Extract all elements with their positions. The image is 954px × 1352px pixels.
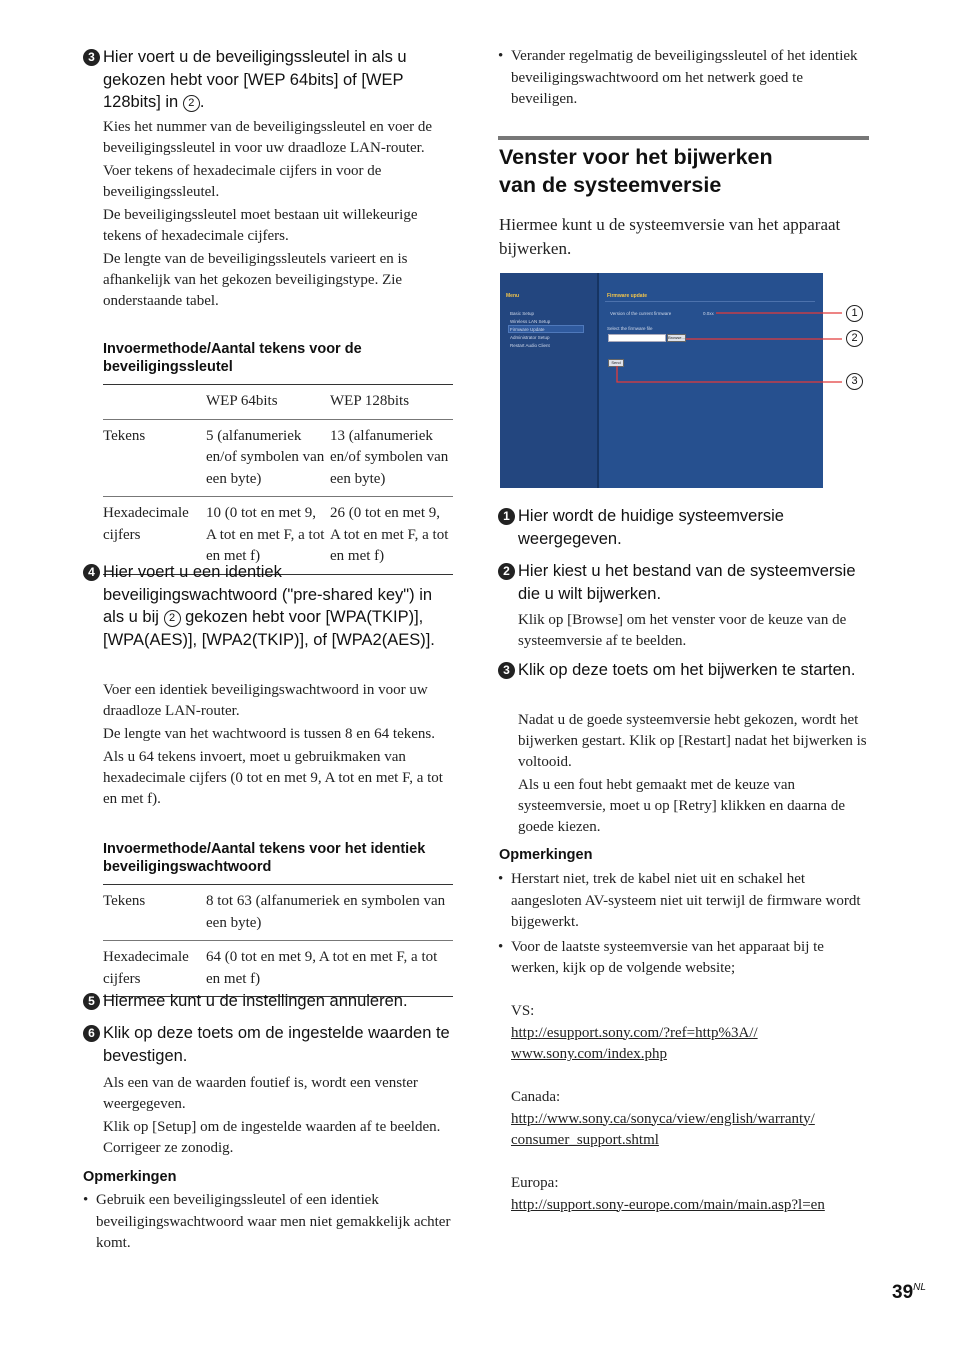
step-number: 5 — [83, 993, 100, 1010]
table-row: Hexadecimale cijfers 10 (0 tot en met 9, A tot en met F, a tot en met f) 26 (0 tot en met 9, A tot en met F, a tot en met f) — [103, 497, 453, 575]
canada-support-link[interactable]: http://www.sony.ca/sonyca/view/english/warranty/ — [511, 1110, 815, 1127]
screenshot-menu-item: Basic Setup — [510, 311, 535, 316]
screenshot-select-label: Select the firmware file — [607, 326, 653, 331]
section-rule — [498, 136, 869, 140]
callout-number: 3 — [846, 373, 863, 390]
step-number: 3 — [83, 49, 100, 66]
step-3-body: Kies het nummer van de beveiligingssleutel en voer de beveiligingssleutel in voor uw draadloze LAN-router. Voer tekens of hexadecimale cijfers in voor de beveiligingssleutel. De beveiligingssleutel moet bestaan uit willekeurige tekens of hexadecimale cijfers. De lengte van de beveiligingssleutels varieert en is afhankelijk van het gekozen beveiligingstype. Zie onderstaande tabel. — [103, 119, 433, 309]
step-6-heading: 6 Klik op deze toets om de ingestelde waarden te bevestigen. — [83, 1022, 455, 1067]
step-4-body: Voer een identiek beveiligingswachtwoord in voor uw draadloze LAN-router. De lengte van het wachtwoord is tussen 8 en 64 tekens. Als u 64 tekens invoert, moet u gebruikmaken van hexadecimale cijfers (0 tot en met 9, A tot en met F, a tot en met f). — [103, 682, 443, 807]
callout-number: 1 — [846, 305, 863, 322]
item-number: 1 — [498, 508, 515, 525]
security-key-table — [103, 384, 453, 575]
table-1-title: Invoermethode/Aantal tekens voor de beveiligingssleutel — [103, 341, 362, 375]
step-5-heading: 5 Hiermee kunt u de instellingen annuleren. — [83, 990, 455, 1013]
page-number: $39^{NL}$ — [892, 1282, 926, 1303]
note-item: • Gebruik een beveiligingssleutel of een identiek beveiligingswachtwoord waar men niet gemakkelijk achter komt. — [83, 1190, 455, 1255]
screenshot-send-button: Send — [608, 359, 624, 367]
screenshot-page-title: Firmware update — [607, 293, 648, 299]
step-ref-circle: 2 — [183, 95, 200, 112]
item-1-heading: 1 Hier wordt de huidige systeemversie weergegeven. — [498, 505, 870, 550]
screenshot-menu-item: Restart Audio Client — [510, 343, 550, 348]
table-2-title: Invoermethode/Aantal tekens voor het identiek beveiligingswachtwoord — [103, 841, 426, 875]
note-item: • Verander regelmatig de beveiligingssleutel of het identiek beveiligingswachtwoord om het netwerk goed te beveiligen. — [498, 46, 870, 111]
item-2-heading: 2 Hier kiest u het bestand van de systeemversie die u wilt bijwerken. — [498, 560, 870, 605]
note-item: • Voor de laatste systeemversie van het apparaat bij te werken, kijk op de volgende website; — [498, 937, 870, 980]
step-number: 4 — [83, 564, 100, 581]
screenshot-menu-item: Administrator Setup — [510, 335, 550, 340]
screenshot-menu-item: Firmware Update — [510, 327, 545, 332]
top-note — [498, 46, 870, 114]
callout-number: 2 — [846, 330, 863, 347]
notes-left — [83, 1190, 455, 1258]
europe-support-link[interactable]: http://support.sony-europe.com/main/main.asp?l=en — [511, 1196, 825, 1213]
notes-title-left: Opmerkingen — [83, 1169, 177, 1185]
screenshot-menu-title: Menu — [506, 293, 520, 299]
note-item: • Herstart niet, trek de kabel niet uit en schakel het aangesloten AV-systeem niet uit terwijl de firmware wordt bijgewerkt. — [498, 869, 870, 934]
step-6-body: Als een van de waarden foutief is, wordt een venster weergegeven. Klik op [Setup] om de ingestelde waarden af te beelden. Corrigeer ze zonodig. — [103, 1075, 441, 1156]
us-support-link[interactable]: http://esupport.sony.com/?ref=http%3A// — [511, 1024, 758, 1041]
us-support-link-cont[interactable]: www.sony.com/index.php — [511, 1046, 667, 1062]
step-ref-circle: 2 — [164, 610, 181, 627]
screenshot-current-value: 0.0xx — [703, 311, 714, 316]
step-number: 6 — [83, 1025, 100, 1042]
region-us: VS: http://esupport.sony.com/?ref=http%3A// www.sony.com/index.php — [511, 1003, 758, 1062]
step-3-heading: 3 Hier voert u de beveiligingssleutel in als u gekozen hebt voor [WEP 64bits] of [WEP 128bits] in 2 . — [83, 46, 455, 114]
item-2-body: Klik op [Browse] om het venster voor de keuze van de systeemversie af te beelden. — [518, 612, 847, 649]
region-canada: Canada: http://www.sony.ca/sonyca/view/english/warranty/ consumer_support.shtml — [511, 1089, 815, 1148]
screenshot-current-label: Version of the current firmware — [610, 311, 672, 316]
section-intro: Hiermee kunt u de systeemversie van het apparaat bijwerken. — [499, 215, 841, 258]
table-row: Tekens 8 tot 63 (alfanumeriek en symbolen van een byte) — [103, 893, 446, 931]
item-3-body: Nadat u de goede systeemversie hebt gekozen, wordt het bijwerken gestart. Klik op [Restart] nadat het bijwerken is voltooid. Als u een fout hebt gemaakt met de keuze van systeemversie, moet u op [Retry] klikken en daarna de goede kiezen. — [518, 712, 867, 835]
screenshot-menu-item: Wireless LAN Setup — [510, 319, 551, 324]
item-3-heading: 3 Klik op deze toets om het bijwerken te starten. — [498, 659, 870, 682]
table-row: WEP 64bits WEP 128bits — [206, 393, 410, 409]
step-4-heading: 4 Hier voert u een identiek beveiligingswachtwoord ("pre-shared key") in als u bij 2 gekozen hebt voor [WPA(TKIP)], [WPA(AES)], [WPA2(TKIP)], of [WPA2(AES)]. — [83, 561, 455, 651]
section-title: Venster voor het bijwerken van de systeemversie — [499, 145, 773, 197]
screenshot-browse-button: Browse... — [668, 335, 685, 340]
table-row: Tekens 5 (alfanumeriek en/of symbolen van een byte) 13 (alfanumeriek en/of symbolen van een byte) — [103, 419, 453, 497]
callout-lines — [500, 273, 860, 398]
table-row: Hexadecimale cijfers 64 (0 tot en met 9, A tot en met F, a tot en met f) — [103, 941, 453, 997]
canada-support-link-cont[interactable]: consumer_support.shtml — [511, 1132, 659, 1148]
item-number: 2 — [498, 563, 515, 580]
item-number: 3 — [498, 662, 515, 679]
notes-right — [498, 869, 870, 983]
password-table — [103, 884, 453, 997]
notes-title-right: Opmerkingen — [499, 847, 593, 863]
region-europe: Europa: http://support.sony-europe.com/main/main.asp?l=en — [511, 1175, 825, 1213]
